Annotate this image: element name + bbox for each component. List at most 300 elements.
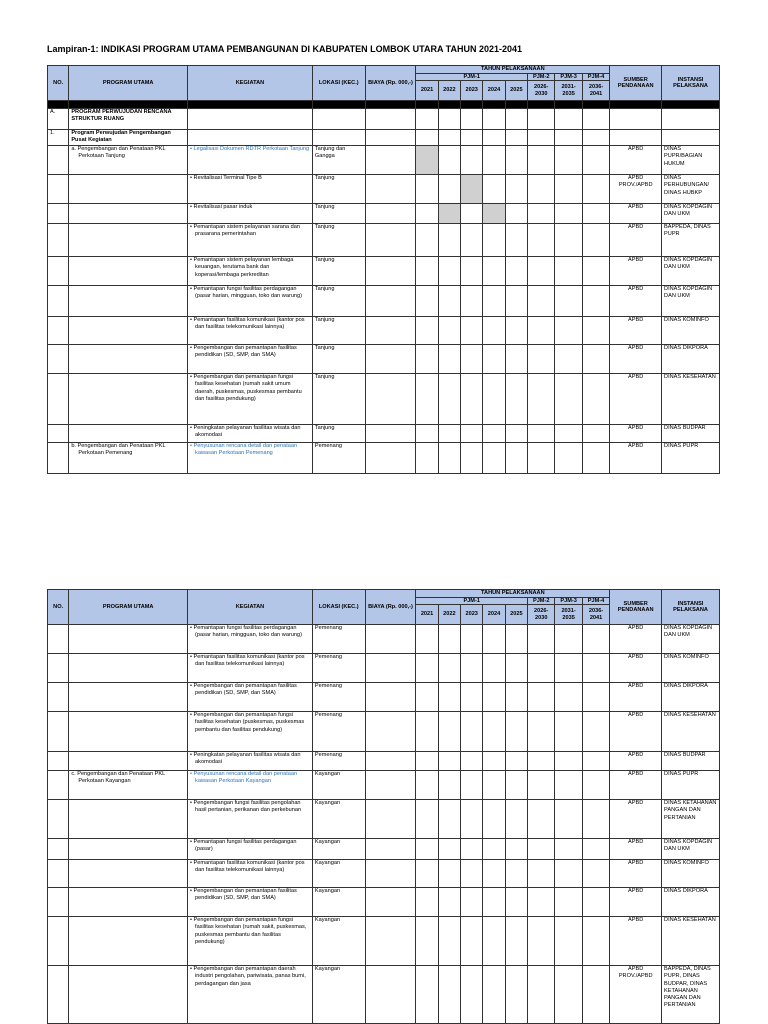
- program-name: [69, 374, 188, 425]
- row-number: A.: [48, 109, 69, 130]
- year-cell: [505, 146, 527, 175]
- year-cell: [461, 425, 483, 443]
- biaya-cell: [365, 839, 416, 860]
- biaya-cell: [365, 966, 416, 1024]
- year-cell: [438, 425, 460, 443]
- lokasi-text: Kayangan: [312, 771, 365, 800]
- year-cell: [555, 839, 582, 860]
- col-2031-2035: 2031-2035: [555, 605, 582, 625]
- year-cell: [416, 286, 438, 317]
- program-name: [69, 317, 188, 345]
- year-cell: [461, 130, 483, 146]
- year-cell: [483, 257, 505, 286]
- year-cell: [505, 109, 527, 130]
- program-name: c. Pengembangan dan Penataan PKL Perkotaan Kayangan: [69, 771, 188, 800]
- year-cell: [416, 146, 438, 175]
- sumber-text: APBD: [610, 374, 662, 425]
- lokasi-text: Tanjung: [312, 224, 365, 257]
- year-cell: [461, 224, 483, 257]
- kegiatan-text: • Pemantapan fasilitas komunikasi (kantor pos dan fasilitas telekomunikasi lainnya): [188, 654, 313, 683]
- year-cell: [582, 345, 610, 374]
- year-cell: [461, 917, 483, 966]
- year-cell: [555, 175, 582, 204]
- kegiatan-text: • Penyusunan rencana detail dan penataan kawasan Perkotaan Kayangan: [188, 771, 313, 800]
- row-number: [48, 345, 69, 374]
- year-cell: [528, 175, 555, 204]
- year-cell: [416, 752, 438, 771]
- year-cell: [416, 860, 438, 888]
- lokasi-text: [312, 130, 365, 146]
- instansi-text: [662, 109, 720, 130]
- year-cell: [483, 175, 505, 204]
- year-cell: [505, 888, 527, 917]
- year-cell: [483, 654, 505, 683]
- biaya-cell: [365, 317, 416, 345]
- year-cell: [505, 175, 527, 204]
- kegiatan-text: • Pengembangan dan pemantapan fasilitas pendidikan (SD, SMP, dan SMA): [188, 345, 313, 374]
- program-table-2: [47, 589, 720, 1024]
- year-cell: [416, 345, 438, 374]
- sumber-text: APBD: [610, 224, 662, 257]
- year-cell: [555, 146, 582, 175]
- year-cell: [528, 286, 555, 317]
- year-cell: [555, 888, 582, 917]
- kegiatan-text: • Revitalisasi Terminal Tipe B: [188, 175, 313, 204]
- year-cell: [528, 800, 555, 839]
- col-2021: 2021: [416, 81, 438, 101]
- table-row: [48, 771, 720, 800]
- table-row: [48, 204, 720, 224]
- col-2023: 2023: [461, 81, 483, 101]
- year-cell: [483, 443, 505, 474]
- col-sumber: SUMBER PENDANAAN: [610, 66, 662, 101]
- biaya-cell: [365, 257, 416, 286]
- year-cell: [416, 425, 438, 443]
- year-cell: [528, 443, 555, 474]
- year-cell: [555, 771, 582, 800]
- sumber-text: [610, 130, 662, 146]
- table-row: [48, 175, 720, 204]
- year-cell: [582, 752, 610, 771]
- col-tahun: TAHUN PELAKSANAAN: [416, 66, 610, 74]
- col-sumber: SUMBER PENDANAAN: [610, 590, 662, 625]
- program-name: [69, 752, 188, 771]
- year-cell: [461, 966, 483, 1024]
- kegiatan-text: • Pengembangan fungsi fasilitas pengolahan hasil pertanian, perikanan dan perkebunan: [188, 800, 313, 839]
- sumber-text: APBD: [610, 317, 662, 345]
- table-row: [48, 683, 720, 712]
- lokasi-text: Kayangan: [312, 966, 365, 1024]
- year-cell: [416, 257, 438, 286]
- year-cell: [438, 771, 460, 800]
- year-cell: [505, 771, 527, 800]
- sumber-text: APBD: [610, 683, 662, 712]
- year-cell: [582, 800, 610, 839]
- col-no: NO.: [48, 66, 69, 101]
- kegiatan-text: • Pemantapan fasilitas komunikasi (kantor pos dan fasilitas telekomunikasi lainnya): [188, 860, 313, 888]
- biaya-cell: [365, 425, 416, 443]
- row-number: [48, 771, 69, 800]
- col-pjm4: PJM-4: [582, 73, 610, 81]
- year-cell: [505, 839, 527, 860]
- year-cell: [483, 839, 505, 860]
- biaya-cell: [365, 286, 416, 317]
- instansi-text: BAPPEDA, DINAS PUPR, DINAS BUDPAR, DINAS KETAHANAN PANGAN DAN PERTANIAN: [662, 966, 720, 1024]
- col-2036-2041: 2036-2041: [582, 81, 610, 101]
- col-tahun: TAHUN PELAKSANAAN: [416, 590, 610, 598]
- lokasi-text: Tanjung dan Gangga: [312, 146, 365, 175]
- year-cell: [438, 654, 460, 683]
- row-number: [48, 752, 69, 771]
- lokasi-text: [312, 109, 365, 130]
- table-row: [48, 860, 720, 888]
- year-cell: [461, 443, 483, 474]
- year-cell: [483, 425, 505, 443]
- year-cell: [438, 175, 460, 204]
- table-row: [48, 888, 720, 917]
- lokasi-text: Tanjung: [312, 374, 365, 425]
- kegiatan-text: • Pengembangan dan pemantapan daerah industri pengolahan, pariwisata, panas bumi, perdagangan dan jasa: [188, 966, 313, 1024]
- year-cell: [438, 317, 460, 345]
- year-cell: [416, 109, 438, 130]
- year-cell: [555, 712, 582, 752]
- year-cell: [528, 771, 555, 800]
- year-cell: [505, 683, 527, 712]
- year-cell: [438, 146, 460, 175]
- year-cell: [528, 345, 555, 374]
- year-cell: [528, 752, 555, 771]
- table-row: [48, 443, 720, 474]
- year-cell: [461, 860, 483, 888]
- table-row: [48, 425, 720, 443]
- year-cell: [483, 345, 505, 374]
- year-cell: [438, 374, 460, 425]
- program-name: [69, 800, 188, 839]
- lokasi-text: Tanjung: [312, 257, 365, 286]
- year-cell: [461, 257, 483, 286]
- biaya-cell: [365, 146, 416, 175]
- year-cell: [461, 204, 483, 224]
- year-cell: [483, 860, 505, 888]
- year-cell: [528, 860, 555, 888]
- year-cell: [416, 966, 438, 1024]
- kegiatan-text: • Revitalisasi pasar induk: [188, 204, 313, 224]
- sumber-text: APBD PROV./APBD: [610, 175, 662, 204]
- lokasi-text: Kayangan: [312, 800, 365, 839]
- year-cell: [505, 317, 527, 345]
- year-cell: [461, 800, 483, 839]
- kegiatan-text: • Pemantapan sistem pelayanan sarana dan prasarana pemerintahan: [188, 224, 313, 257]
- year-cell: [416, 888, 438, 917]
- table-row: [48, 374, 720, 425]
- lokasi-text: Pemenang: [312, 712, 365, 752]
- year-cell: [528, 257, 555, 286]
- program-name: Program Perwujudan Pengembangan Pusat Kegiatan: [69, 130, 188, 146]
- row-number: 1.: [48, 130, 69, 146]
- kegiatan-text: • Legalisasi Dokumen RDTR Perkotaan Tanjung: [188, 146, 313, 175]
- program-name: [69, 839, 188, 860]
- year-cell: [461, 317, 483, 345]
- year-cell: [416, 771, 438, 800]
- year-cell: [582, 683, 610, 712]
- kegiatan-text: • Pemantapan fungsi fasilitas perdagangan (pasar harian, mingguan, toko dan warung): [188, 625, 313, 654]
- year-cell: [582, 443, 610, 474]
- year-cell: [483, 800, 505, 839]
- biaya-cell: [365, 175, 416, 204]
- col-instansi: INSTANSI PELAKSANA: [662, 590, 720, 625]
- year-cell: [582, 317, 610, 345]
- year-cell: [555, 683, 582, 712]
- col-lokasi: LOKASI (KEC.): [312, 66, 365, 101]
- year-cell: [483, 204, 505, 224]
- col-lokasi: LOKASI (KEC.): [312, 590, 365, 625]
- program-name: [69, 625, 188, 654]
- row-number: [48, 966, 69, 1024]
- year-cell: [483, 683, 505, 712]
- table-row: [48, 224, 720, 257]
- year-cell: [582, 625, 610, 654]
- year-cell: [438, 966, 460, 1024]
- col-pjm3: PJM-3: [555, 597, 582, 605]
- year-cell: [461, 175, 483, 204]
- instansi-text: BAPPEDA, DINAS PUPR: [662, 224, 720, 257]
- biaya-cell: [365, 771, 416, 800]
- row-number: [48, 712, 69, 752]
- program-name: [69, 860, 188, 888]
- document-title: Lampiran-1: INDIKASI PROGRAM UTAMA PEMBANGUNAN DI KABUPATEN LOMBOK UTARA TAHUN 2021-2041: [47, 44, 523, 54]
- sumber-text: APBD: [610, 654, 662, 683]
- year-cell: [505, 425, 527, 443]
- year-cell: [461, 345, 483, 374]
- year-cell: [438, 839, 460, 860]
- instansi-text: [662, 130, 720, 146]
- row-number: [48, 683, 69, 712]
- instansi-text: DINAS DIKPORA: [662, 345, 720, 374]
- year-cell: [555, 443, 582, 474]
- instansi-text: DINAS BUDPAR: [662, 425, 720, 443]
- instansi-text: DINAS KESEHATAN: [662, 712, 720, 752]
- kegiatan-text: • Pengembangan dan pemantapan fungsi fasilitas kesehatan (puskesmas, puskesmas pembantu dan fasilitas pendukung): [188, 712, 313, 752]
- year-cell: [416, 224, 438, 257]
- col-2026-2030: 2026-2030: [528, 605, 555, 625]
- sumber-text: APBD: [610, 888, 662, 917]
- col-2024: 2024: [483, 81, 505, 101]
- program-name: [69, 654, 188, 683]
- year-cell: [438, 130, 460, 146]
- table-row: [48, 966, 720, 1024]
- year-cell: [461, 109, 483, 130]
- kegiatan-text: • Pemantapan fungsi fasilitas perdagangan (pasar): [188, 839, 313, 860]
- biaya-cell: [365, 888, 416, 917]
- year-cell: [555, 800, 582, 839]
- biaya-cell: [365, 712, 416, 752]
- col-pjm1: PJM-1: [416, 597, 528, 605]
- program-name: [69, 888, 188, 917]
- year-cell: [582, 888, 610, 917]
- year-cell: [438, 257, 460, 286]
- year-cell: [416, 374, 438, 425]
- instansi-text: DINAS KOMINFO: [662, 317, 720, 345]
- table-row: [48, 286, 720, 317]
- program-table-1: [47, 65, 720, 474]
- instansi-text: DINAS PUPR/BAGIAN HUKUM: [662, 146, 720, 175]
- year-cell: [461, 712, 483, 752]
- col-pjm1: PJM-1: [416, 73, 528, 81]
- year-cell: [505, 345, 527, 374]
- year-cell: [528, 683, 555, 712]
- year-cell: [505, 443, 527, 474]
- row-number: [48, 443, 69, 474]
- row-number: [48, 425, 69, 443]
- sumber-text: APBD: [610, 425, 662, 443]
- biaya-cell: [365, 654, 416, 683]
- instansi-text: DINAS KOPDAGIN DAN UKM: [662, 257, 720, 286]
- year-cell: [483, 966, 505, 1024]
- kegiatan-text: • Pemantapan fasilitas komunikasi (kantor pos dan fasilitas telekomunikasi lainnya): [188, 317, 313, 345]
- biaya-cell: [365, 224, 416, 257]
- year-cell: [438, 109, 460, 130]
- year-cell: [582, 109, 610, 130]
- sumber-text: APBD: [610, 839, 662, 860]
- year-cell: [582, 146, 610, 175]
- kegiatan-text: [188, 130, 313, 146]
- col-no: NO.: [48, 590, 69, 625]
- sumber-text: APBD: [610, 752, 662, 771]
- year-cell: [438, 752, 460, 771]
- row-number: [48, 374, 69, 425]
- table-row: [48, 752, 720, 771]
- program-name: [69, 224, 188, 257]
- year-cell: [505, 286, 527, 317]
- year-cell: [416, 839, 438, 860]
- year-cell: [555, 286, 582, 317]
- row-number: [48, 860, 69, 888]
- year-cell: [461, 374, 483, 425]
- program-name: [69, 175, 188, 204]
- instansi-text: DINAS PUPR: [662, 771, 720, 800]
- program-name: [69, 257, 188, 286]
- table-row: [48, 257, 720, 286]
- year-cell: [582, 374, 610, 425]
- year-cell: [582, 966, 610, 1024]
- year-cell: [505, 966, 527, 1024]
- year-cell: [461, 146, 483, 175]
- lokasi-text: Kayangan: [312, 917, 365, 966]
- year-cell: [505, 257, 527, 286]
- year-cell: [438, 345, 460, 374]
- instansi-text: DINAS KOPDAGIN DAN UKM: [662, 625, 720, 654]
- col-pjm3: PJM-3: [555, 73, 582, 81]
- year-cell: [461, 286, 483, 317]
- col-2036-2041: 2036-2041: [582, 605, 610, 625]
- row-number: [48, 286, 69, 317]
- row-number: [48, 204, 69, 224]
- table-row: [48, 712, 720, 752]
- instansi-text: DINAS DIKPORA: [662, 683, 720, 712]
- year-cell: [582, 286, 610, 317]
- year-cell: [505, 224, 527, 257]
- year-cell: [416, 204, 438, 224]
- year-cell: [505, 654, 527, 683]
- year-cell: [461, 888, 483, 917]
- year-cell: [461, 771, 483, 800]
- year-cell: [555, 654, 582, 683]
- col-2025: 2025: [505, 605, 527, 625]
- year-cell: [555, 752, 582, 771]
- lokasi-text: Pemenang: [312, 654, 365, 683]
- lokasi-text: Tanjung: [312, 425, 365, 443]
- program-name: [69, 712, 188, 752]
- year-cell: [528, 204, 555, 224]
- biaya-cell: [365, 860, 416, 888]
- year-cell: [438, 800, 460, 839]
- table-row: [48, 625, 720, 654]
- year-cell: [555, 317, 582, 345]
- col-biaya: BIAYA (Rp. 000,-): [365, 590, 416, 625]
- biaya-cell: [365, 345, 416, 374]
- year-cell: [582, 224, 610, 257]
- kegiatan-text: • Pengembangan dan pemantapan fasilitas pendidikan (SD, SMP, dan SMA): [188, 888, 313, 917]
- year-cell: [505, 204, 527, 224]
- program-name: [69, 286, 188, 317]
- lokasi-text: Pemenang: [312, 625, 365, 654]
- year-cell: [483, 374, 505, 425]
- year-cell: [555, 224, 582, 257]
- year-cell: [528, 917, 555, 966]
- sumber-text: APBD: [610, 917, 662, 966]
- lokasi-text: Pemenang: [312, 683, 365, 712]
- instansi-text: DINAS BUDPAR: [662, 752, 720, 771]
- year-cell: [438, 625, 460, 654]
- program-name: PROGRAM PERWUJUDAN RENCANA STRUKTUR RUANG: [69, 109, 188, 130]
- year-cell: [528, 425, 555, 443]
- year-cell: [582, 860, 610, 888]
- separator-row: [48, 101, 720, 109]
- year-cell: [438, 204, 460, 224]
- biaya-cell: [365, 109, 416, 130]
- year-cell: [582, 204, 610, 224]
- kegiatan-text: • Pemantapan sistem pelayanan lembaga keuangan, terutama bank dan koperasi/lembaga perkreditan: [188, 257, 313, 286]
- program-name: b. Pengembangan dan Penataan PKL Perkotaan Pemenang: [69, 443, 188, 474]
- col-2022: 2022: [438, 605, 460, 625]
- col-2022: 2022: [438, 81, 460, 101]
- year-cell: [483, 771, 505, 800]
- table-row: [48, 317, 720, 345]
- year-cell: [555, 625, 582, 654]
- year-cell: [438, 917, 460, 966]
- kegiatan-text: • Pengembangan dan pemantapan fasilitas pendidikan (SD, SMP, dan SMA): [188, 683, 313, 712]
- year-cell: [582, 917, 610, 966]
- year-cell: [582, 425, 610, 443]
- table-row: [48, 839, 720, 860]
- year-cell: [438, 224, 460, 257]
- year-cell: [483, 130, 505, 146]
- instansi-text: DINAS KOMINFO: [662, 654, 720, 683]
- table-row: [48, 109, 720, 130]
- col-pjm4: PJM-4: [582, 597, 610, 605]
- col-instansi: INSTANSI PELAKSANA: [662, 66, 720, 101]
- year-cell: [438, 712, 460, 752]
- col-2025: 2025: [505, 81, 527, 101]
- kegiatan-text: [188, 109, 313, 130]
- sumber-text: APBD PROV./APBD: [610, 966, 662, 1024]
- table-row: [48, 146, 720, 175]
- year-cell: [416, 625, 438, 654]
- year-cell: [461, 683, 483, 712]
- year-cell: [528, 374, 555, 425]
- year-cell: [555, 860, 582, 888]
- year-cell: [483, 712, 505, 752]
